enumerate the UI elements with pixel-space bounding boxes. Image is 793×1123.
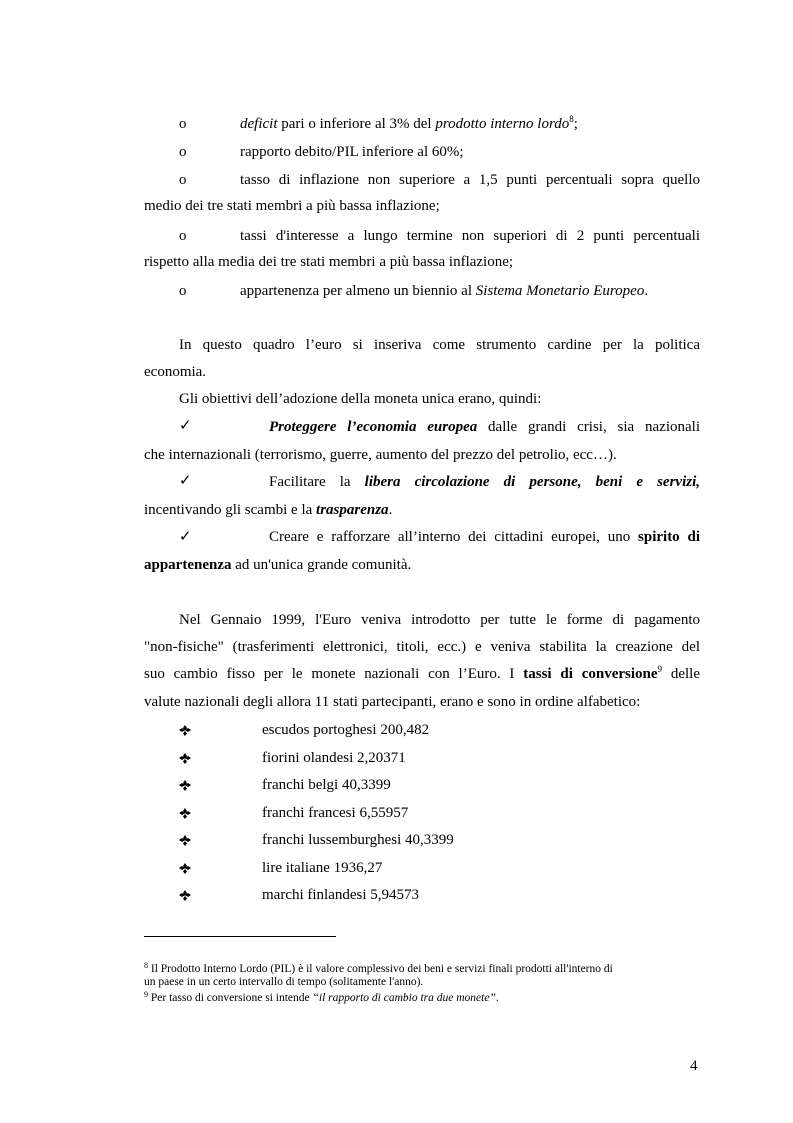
paragraph-line: valute nazionali degli allora 11 stati partecipanti, erano e sono in ordine alfabetico:: [144, 694, 641, 710]
paragraph-line: Gli obiettivi dell’adozione della moneta unica erano, quindi:: [179, 391, 542, 407]
list-item: franchi belgi 40,3399: [262, 777, 391, 793]
list-item-continuation: rispetto alla media dei tre stati membri a più bassa inflazione;: [144, 254, 514, 270]
check-icon: ✓: [179, 473, 192, 489]
paragraph-line: economia.: [144, 364, 207, 380]
list-item: Creare e rafforzare all’interno dei cittadini europei, uno spirito di: [269, 529, 700, 545]
list-item: tasso di inflazione non superiore a 1,5 punti percentuali sopra quello: [240, 172, 700, 188]
paragraph-line: In questo quadro l’euro si inseriva come strumento cardine per la politica: [179, 337, 700, 353]
diamond-bullet-icon: [178, 858, 192, 878]
list-item-continuation: appartenenza ad un'unica grande comunità.: [144, 557, 412, 573]
footnote-ref: 8: [569, 114, 574, 124]
list-item: franchi francesi 6,55957: [262, 805, 409, 821]
list-item-continuation: medio dei tre stati membri a più bassa inflazione;: [144, 198, 440, 214]
list-item-continuation: incentivando gli scambi e la trasparenza.: [144, 502, 393, 518]
check-icon: ✓: [179, 418, 192, 434]
list-item: appartenenza per almeno un biennio al Sistema Monetario Europeo.: [240, 283, 649, 299]
list-item: Proteggere l’economia europea dalle grandi crisi, sia nazionali: [269, 419, 700, 435]
paragraph-line: "non-fisiche" (trasferimenti elettronici, titoli, ecc.) e veniva stabilita la creazione del: [144, 639, 700, 655]
list-marker: o: [179, 228, 187, 244]
diamond-bullet-icon: [178, 748, 192, 768]
check-icon: ✓: [179, 529, 192, 545]
footnote-8: $^8$ Il Prodotto Interno Lordo (PIL) è il valore complessivo dei beni e servizi finali prodotti all'interno di un paese in un certo intervallo di tempo (solitamente l'anno).: [144, 961, 613, 988]
list-marker: o: [179, 283, 187, 299]
list-item-continuation: che internazionali (terrorismo, guerre, aumento del prezzo del petrolio, ecc…).: [144, 447, 617, 463]
paragraph-line: Nel Gennaio 1999, l'Euro veniva introdotto per tutte le forme di pagamento: [179, 612, 700, 628]
list-item: fiorini olandesi 2,20371: [262, 750, 406, 766]
diamond-bullet-icon: [178, 720, 192, 740]
diamond-bullet-icon: [178, 775, 192, 795]
footnote-ref: 9: [657, 664, 663, 674]
list-item: Facilitare la libera circolazione di persone, beni e servizi,: [269, 474, 701, 490]
list-item: rapporto debito/PIL inferiore al 60%;: [240, 144, 464, 160]
list-marker: o: [179, 116, 187, 132]
page-number: 4: [690, 1058, 698, 1074]
list-item: escudos portoghesi 200,482: [262, 722, 430, 738]
diamond-bullet-icon: [178, 885, 192, 905]
list-item: marchi finlandesi 5,94573: [262, 887, 420, 903]
diamond-bullet-icon: [178, 803, 192, 823]
list-item: tassi d'interesse a lungo termine non superiori di 2 punti percentuali: [240, 228, 700, 244]
list-marker: o: [179, 172, 187, 188]
paragraph-line: suo cambio fisso per le monete nazionali con l’Euro. I tassi di conversione$^9$ delle: [144, 664, 701, 682]
diamond-bullet-icon: [178, 830, 192, 850]
list-item: lire italiane 1936,27: [262, 860, 383, 876]
list-marker: o: [179, 144, 187, 160]
footnote-separator: [144, 936, 336, 937]
list-item: deficit pari o inferiore al 3% del prodotto interno lordo$^8$;: [240, 114, 578, 132]
list-item: franchi lussemburghesi 40,3399: [262, 832, 454, 848]
footnote-9: $^9$ Per tasso di conversione si intende “il rapporto di cambio tra due monete”.: [144, 990, 499, 1004]
